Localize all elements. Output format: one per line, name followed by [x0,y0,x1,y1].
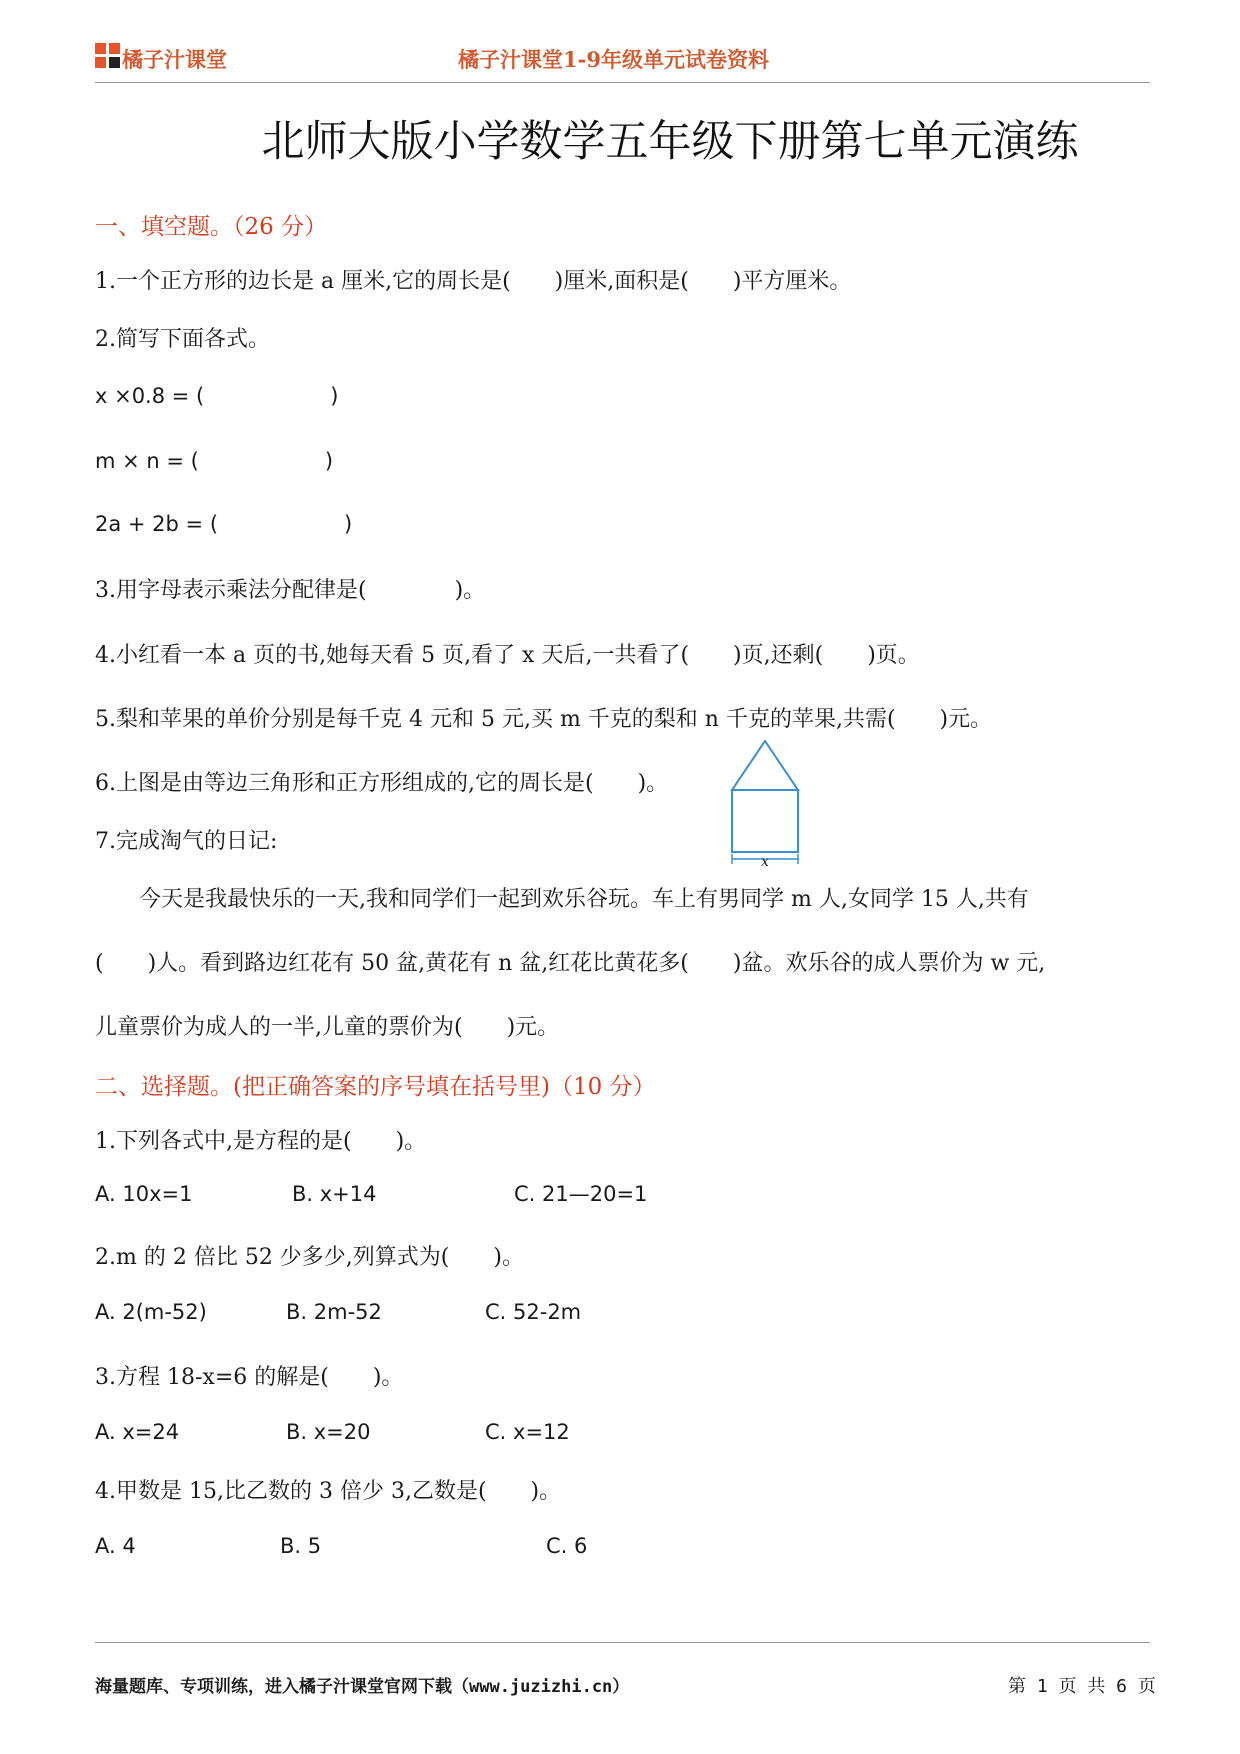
s1-expression-2: m × n = ( ) [95,449,334,473]
s1-expression-1: x ×0.8 = ( ) [95,384,339,408]
s1-question-7: 7.完成淘气的日记: [95,829,278,854]
s2-q1-option-c: C. 21—20=1 [514,1182,648,1206]
s2-q3-option-c: C. x=12 [485,1420,570,1444]
s1-question-6: 6.上图是由等边三角形和正方形组成的,它的周长是( )。 [95,771,669,796]
s2-q2-option-b: B. 2m-52 [286,1300,382,1324]
triangle-square-figure [728,738,808,868]
header-center-title: 橘子汁课堂1-9年级单元试卷资料 [458,47,769,72]
header-divider [95,82,1150,83]
s1-diary-line-3: 儿童票价为成人的一半,儿童的票价为( )元。 [95,1015,560,1040]
brand-logo-icon [95,43,121,69]
footer-page-number: 第 1 页 共 6 页 [1008,1676,1156,1697]
header-brand: 橘子汁课堂 [122,48,227,72]
s1-diary-line-1: 今天是我最快乐的一天,我和同学们一起到欢乐谷玩。车上有男同学 m 人,女同学 15 人,共有 [95,887,1029,912]
footer-left-text: 海量题库、专项训练，进入橘子汁课堂官网下载（www.juzizhi.cn） [95,1677,630,1697]
footer-divider [95,1642,1150,1643]
s2-question-2: 2.m 的 2 倍比 52 少多少,列算式为( )。 [95,1245,524,1270]
s2-q1-option-a: A. 10x=1 [95,1182,193,1206]
s2-question-4: 4.甲数是 15,比乙数的 3 倍少 3,乙数是( )。 [95,1479,562,1504]
s1-question-3: 3.用字母表示乘法分配律是( )。 [95,578,486,603]
s1-question-2: 2.简写下面各式。 [95,327,270,352]
page-title: 北师大版小学数学五年级下册第七单元演练 [261,117,1079,167]
s2-q2-option-a: A. 2(m-52) [95,1300,207,1324]
figure-x-label: x [761,854,769,868]
s2-q4-option-b: B. 5 [280,1534,322,1558]
section1-heading: 一、填空题。（26 分） [95,214,328,240]
s1-diary-line-2: ( )人。看到路边红花有 50 盆,黄花有 n 盆,红花比黄花多( )盆。欢乐谷的成人票价为 w 元, [95,951,1046,976]
s2-question-3: 3.方程 18-x=6 的解是( )。 [95,1365,404,1390]
s1-expression-3: 2a + 2b = ( ) [95,512,353,536]
s1-question-5: 5.梨和苹果的单价分别是每千克 4 元和 5 元,买 m 千克的梨和 n 千克的苹果,共需( )元。 [95,707,993,732]
section2-heading: 二、选择题。(把正确答案的序号填在括号里)（10 分） [95,1074,656,1100]
s1-question-1: 1.一个正方形的边长是 a 厘米,它的周长是( )厘米,面积是( )平方厘米。 [95,269,852,294]
s2-q4-option-a: A. 4 [95,1534,136,1558]
s1-question-4: 4.小红看一本 a 页的书,她每天看 5 页,看了 x 天后,一共看了( )页,还剩( )页。 [95,643,920,668]
s2-q3-option-b: B. x=20 [286,1420,371,1444]
s2-q2-option-c: C. 52-2m [485,1300,582,1324]
s2-q4-option-c: C. 6 [546,1534,588,1558]
s2-question-1: 1.下列各式中,是方程的是( )。 [95,1129,427,1154]
s2-q1-option-b: B. x+14 [292,1182,377,1206]
s2-q3-option-a: A. x=24 [95,1420,180,1444]
